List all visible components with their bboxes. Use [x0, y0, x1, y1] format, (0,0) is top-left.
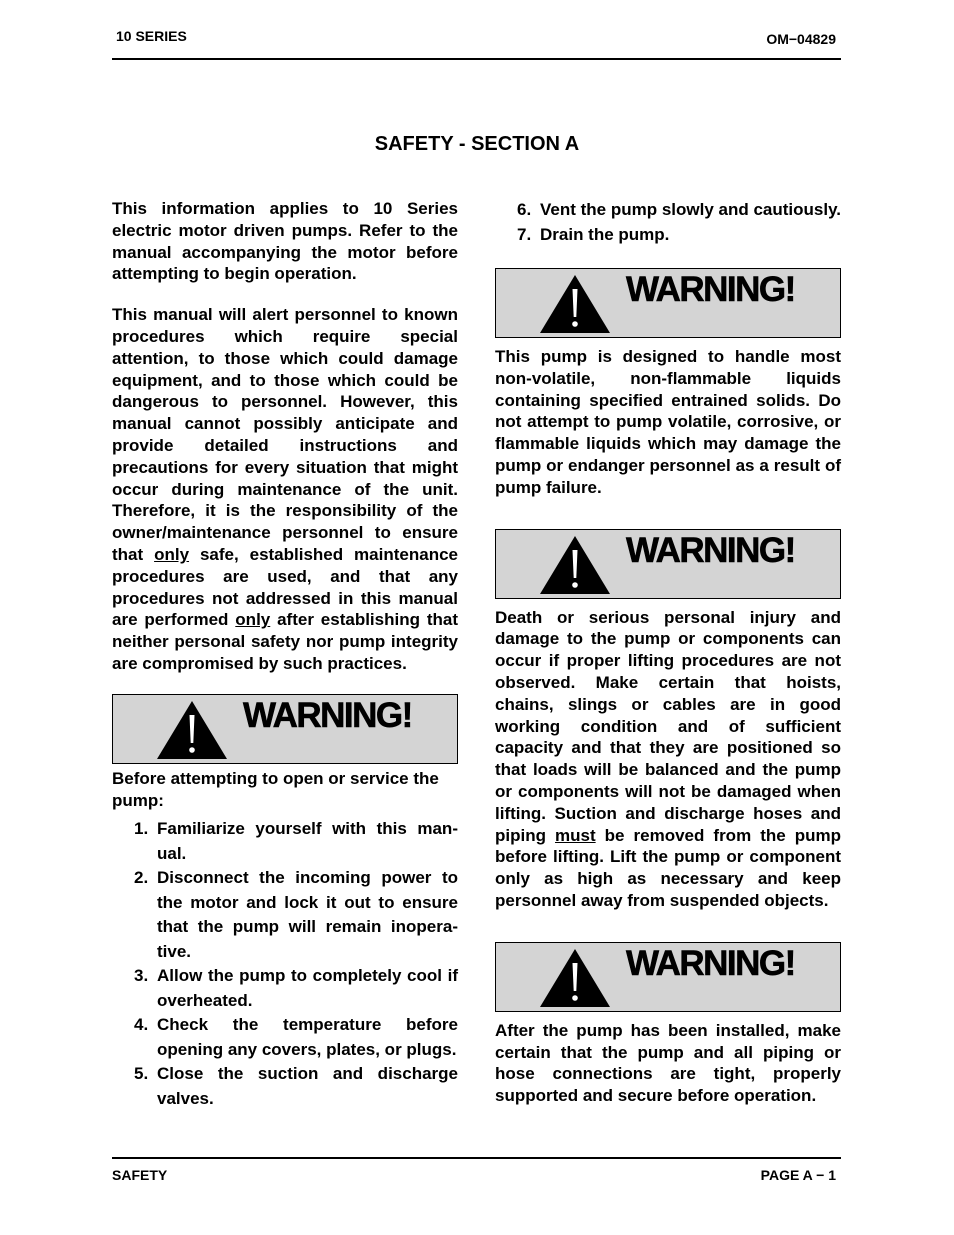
warning-2-text: This pump is designed to handle most non-volatile, non-flammable liquids containing specified entrained solids. Do not attempt to pump volatile, corrosive, or flammable liquids which may damage the pump or endanger personnel as a result of pump failure.	[495, 347, 841, 497]
service-steps-list	[112, 817, 458, 1111]
service-steps-list-continued	[495, 198, 841, 247]
list-item: 7. Drain the pump.	[517, 224, 670, 244]
header-doc-number: OM−04829	[766, 31, 836, 47]
warning-box	[495, 268, 841, 338]
emphasis-only: only	[154, 544, 190, 564]
warning-triangle-icon	[538, 273, 612, 335]
list-item: 4. Check the temperature before opening any covers, plates, or plugs.	[134, 1015, 458, 1059]
warning-triangle-icon	[538, 947, 612, 1009]
warning-triangle-icon	[155, 699, 229, 761]
header-rule	[112, 58, 841, 60]
warning-box	[112, 694, 458, 764]
list-item: 2. Disconnect the incoming power to the motor and lock it out to ensure that the pump will remain inoperative.	[134, 868, 458, 961]
warning-4-text: After the pump has been installed, make certain that the pump and all piping or hose connections are tight, properly supported and secure before operation.	[495, 1020, 841, 1106]
intro-paragraph-2: This manual will alert personnel to known procedures which require special attention, to those which could damage equipment, and to those which could be dangerous to personnel. However, this manual cannot possibly anticipate and provide detailed instructions and precautions for every situation that might occur during maintenance of the unit. Therefore, it is the responsibility of the owner/maintenance personnel to ensure that only safe, established maintenance procedures are used, and that any procedures not addressed in this manual are performed only after establishing that neither personal safety nor pump integrity are compromised by such practices.	[112, 305, 458, 673]
warning-triangle-icon	[538, 534, 612, 596]
list-item: 5. Close the suction and discharge valves.	[134, 1064, 458, 1108]
warning-box	[495, 529, 841, 599]
right-column	[495, 198, 841, 1107]
footer-section: SAFETY	[112, 1167, 168, 1183]
list-item: 3. Allow the pump to completely cool if overheated.	[134, 966, 458, 1010]
intro-paragraph-1: This information applies to 10 Series electric motor driven pumps. Refer to the manual accompanying the motor before attempting to begin operation.	[112, 199, 458, 284]
emphasis-must: must	[555, 825, 596, 845]
footer-rule	[112, 1157, 841, 1159]
warning-box	[495, 942, 841, 1012]
list-item: 6. Vent the pump slowly and cautiously.	[517, 200, 842, 219]
warning-label: WARNING!	[626, 530, 795, 570]
emphasis-only: only	[235, 610, 271, 630]
warning-3-text: Death or serious personal injury and damage to the pump or components can occur if proper lifting procedures are not observed. Make certain that hoists, chains, slings or cables are in good working condition and of sufficient capacity and that they are positioned so that loads will be balanced and the pump or components will not be damaged when lifting. Suction and discharge hoses and piping must be removed from the pump before lifting. Lift the pump or component only as high as necessary and keep personnel away from suspended objects.	[495, 607, 841, 910]
left-column	[112, 198, 458, 1111]
warning-label: WARNING!	[626, 943, 795, 983]
warning-label: WARNING!	[243, 695, 412, 735]
warning-1-lead: Before attempting to open or service the pump:	[112, 768, 439, 810]
header-series: 10 SERIES	[116, 28, 187, 44]
section-title: SAFETY - SECTION A	[374, 133, 580, 155]
list-item: 1. Familiarize yourself with this manual.	[134, 819, 458, 863]
warning-label: WARNING!	[626, 270, 795, 309]
footer-page-number: PAGE A − 1	[760, 1167, 836, 1183]
